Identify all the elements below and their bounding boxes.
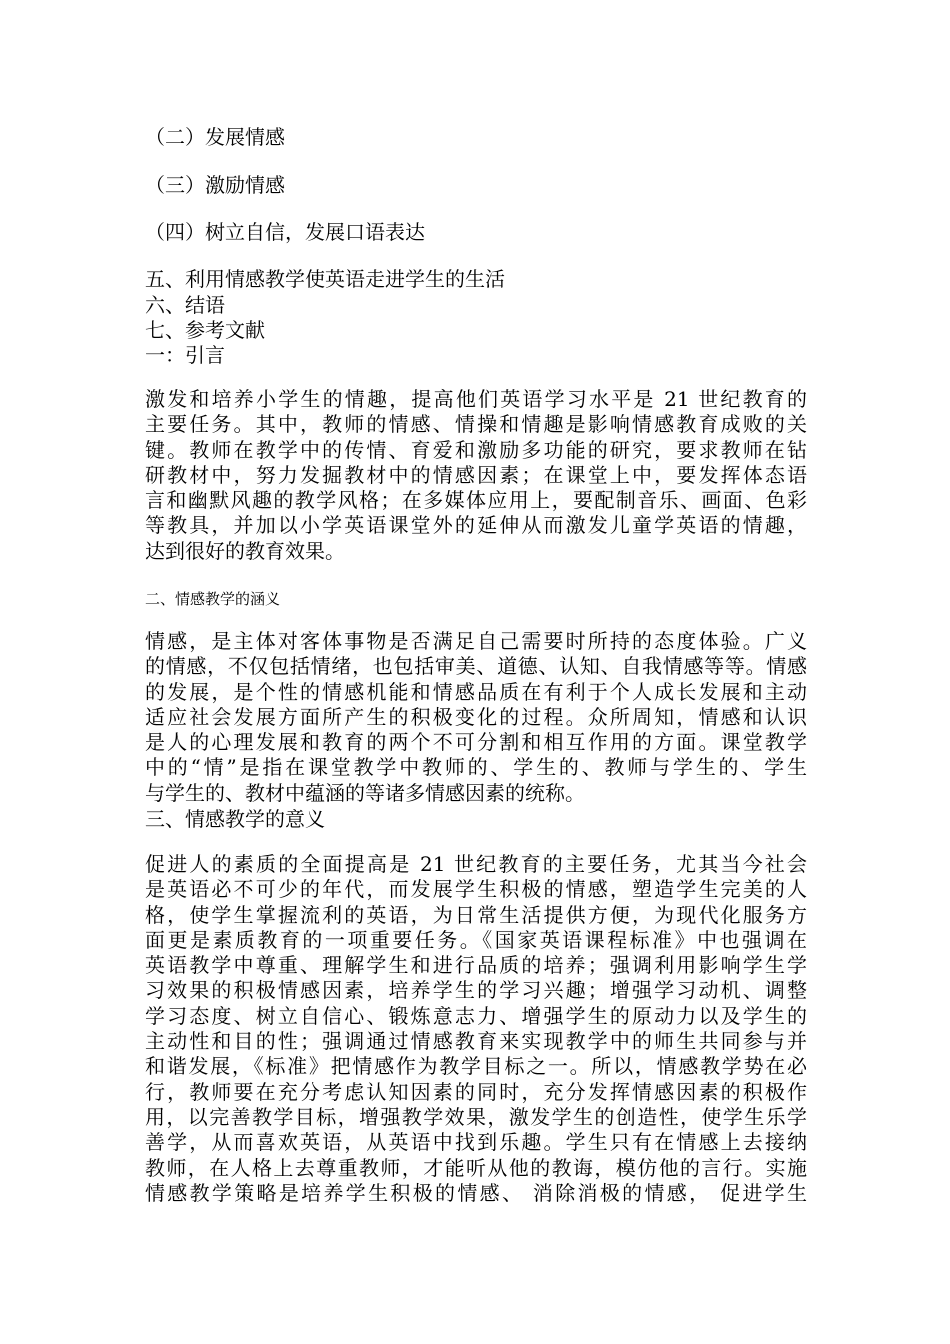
- paragraph-line: 善学，从而喜欢英语，从英语中找到乐趣。学生只有在情感上去接纳: [145, 1130, 807, 1155]
- paragraph-line: 达到很好的教育效果。: [145, 538, 345, 563]
- toc-item-2: （二）发展情感: [145, 125, 285, 149]
- paragraph-line: 用，以完善教学目标，增强教学效果，激发学生的创造性，使学生乐学: [145, 1104, 807, 1129]
- paragraph-line: 行，教师要在充分考虑认知因素的同时，充分发挥情感因素的积极作: [145, 1079, 807, 1104]
- paragraph-line: 格，使学生掌握流利的英语，为日常生活提供方便，为现代化服务方: [145, 902, 807, 927]
- paragraph-line: 与学生的、教材中蕴涵的等诸多情感因素的统称。: [145, 780, 585, 805]
- paragraph-line: 主要任务。其中，教师的情感、情操和情趣是影响情感教育成败的关: [145, 412, 807, 437]
- section-2-heading: 二、情感教学的涵义: [145, 590, 281, 608]
- paragraph-line: 面更是素质教育的一项重要任务。《国家英语课程标准》中也强调在: [145, 927, 807, 952]
- paragraph-line: 中的“情”是指在课堂教学中教师的、学生的、教师与学生的、学生: [145, 755, 807, 780]
- paragraph-line: 情感，是主体对客体事物是否满足自己需要时所持的态度体验。广义: [145, 629, 807, 653]
- toc-item-3: （三）激励情感: [145, 173, 285, 197]
- toc-item-5: 五、利用情感教学使英语走进学生的生活: [145, 267, 505, 291]
- toc-item-6: 六、结语: [145, 293, 225, 317]
- paragraph-line: 研教材中，努力发掘教材中的情感因素；在课堂上中，要发挥体态语: [145, 462, 807, 487]
- section-1-paragraph: [145, 387, 807, 564]
- paragraph-line: 言和幽默风趣的教学风格；在多媒体应用上，要配制音乐、画面、色彩: [145, 488, 807, 513]
- paragraph-line: 激发和培养小学生的情趣，提高他们英语学习水平是 21 世纪教育的: [145, 387, 807, 411]
- toc-item-7: 七、参考文献: [145, 318, 265, 342]
- paragraph-line: 键。教师在教学中的传情、育爱和激励多功能的研究，要求教师在钻: [145, 437, 807, 462]
- paragraph-line: 的发展，是个性的情感机能和情感品质在有利于个人成长发展和主动: [145, 679, 807, 704]
- paragraph-line: 适应社会发展方面所产生的积极变化的过程。众所周知，情感和认识: [145, 704, 807, 729]
- paragraph-line: 是人的心理发展和教育的两个不可分割和相互作用的方面。课堂教学: [145, 730, 807, 755]
- paragraph-line: 学习态度、树立自信心、锻炼意志力、增强学生的原动力以及学生的: [145, 1003, 807, 1028]
- paragraph-line: 英语教学中尊重、理解学生和进行品质的培养；强调利用影响学生学: [145, 953, 807, 978]
- paragraph-line: 习效果的积极情感因素，培养学生的学习兴趣；增强学习动机、调整: [145, 978, 807, 1003]
- paragraph-line: 教师，在人格上去尊重教师，才能听从他的教诲，模仿他的言行。实施: [145, 1155, 807, 1180]
- paragraph-line: 的情感，不仅包括情绪，也包括审美、道德、认知、自我情感等等。情感: [145, 654, 807, 679]
- paragraph-line: 主动性和目的性；强调通过情感教育来实现教学中的师生共同参与并: [145, 1029, 807, 1054]
- section-2-paragraph: [145, 629, 807, 806]
- paragraph-line: 是英语必不可少的年代，而发展学生积极的情感，塑造学生完美的人: [145, 877, 807, 902]
- section-3-heading: 三、情感教学的意义: [145, 807, 325, 831]
- paragraph-line: 和谐发展，《标准》把情感作为教学目标之一。所以，情感教学势在必: [145, 1054, 807, 1079]
- paragraph-line: 情感教学策略是培养学生积极的情感、 消除消极的情感， 促进学生: [145, 1180, 807, 1205]
- toc-item-4: （四）树立自信，发展口语表达: [145, 220, 425, 244]
- paragraph-line: 等教具，并加以小学英语课堂外的延伸从而激发儿童学英语的情趣，: [145, 513, 807, 538]
- section-3-paragraph: [145, 852, 807, 1206]
- paragraph-line: 促进人的素质的全面提高是 21 世纪教育的主要任务，尤其当今社会: [145, 852, 807, 876]
- section-1-heading: 一：引言: [145, 343, 225, 367]
